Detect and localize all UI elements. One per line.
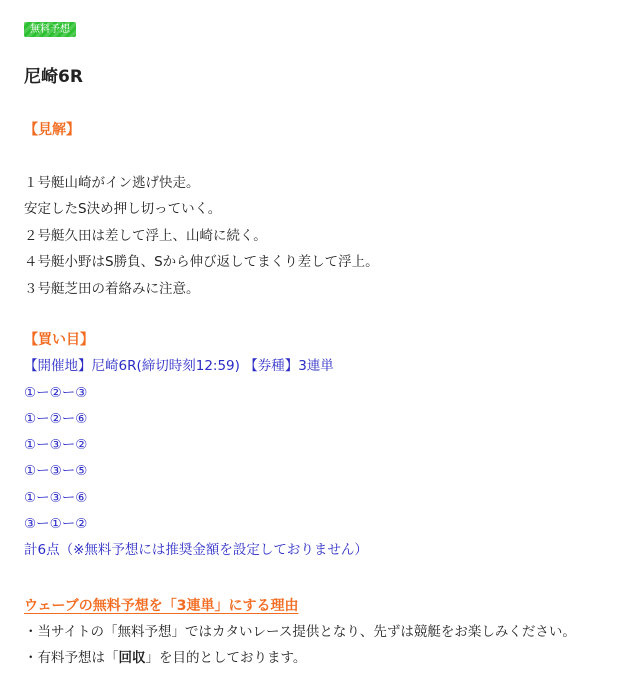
bet-combination: ①ー③ー⑥ [24,490,88,506]
bet-combination: ①ー②ー⑥ [24,411,88,427]
bet-combination: ①ー②ー③ [24,385,88,401]
reason-line-paid-suffix: 」を目的としております。 [145,650,307,666]
reason-link[interactable]: ウェーブの無料予想を「3連単」にする理由 [24,598,299,614]
reason-keyword: 回収 [118,650,146,666]
bet-combination: ①ー③ー⑤ [24,463,88,479]
reason-line-paid [24,648,306,668]
analysis-line: ３号艇芝田の着絡みに注意。 [24,281,200,297]
reason-line-free: ・当サイトの「無料予想」ではカタいレース提供となり、先ずは競艇をお楽しみください。 [24,624,576,640]
venue-info: 【開催地】尼崎6R(締切時刻12:59) 【券種】3連単 [24,358,334,374]
bet-combination: ①ー③ー② [24,437,88,453]
bet-total: 計6点（※無料予想には推奨金額を設定しておりません） [24,542,368,558]
analysis-heading: 【見解】 [24,122,80,138]
analysis-line: １号艇山崎がイン逃げ快走。 [24,175,200,191]
reason-line-paid-prefix: ・有料予想は「 [24,650,119,666]
analysis-line: ４号艇小野はS勝負、Sから伸び返してまくり差して浮上。 [24,254,379,270]
bets-heading: 【買い目】 [24,332,94,348]
bet-combination: ③ー①ー② [24,516,88,532]
race-title: 尼崎6R [24,67,83,87]
analysis-line: ２号艇久田は差して浮上、山崎に続く。 [24,228,267,244]
analysis-line: 安定したS決め押し切っていく。 [24,201,222,217]
free-prediction-badge: 無料予想 [24,22,76,37]
